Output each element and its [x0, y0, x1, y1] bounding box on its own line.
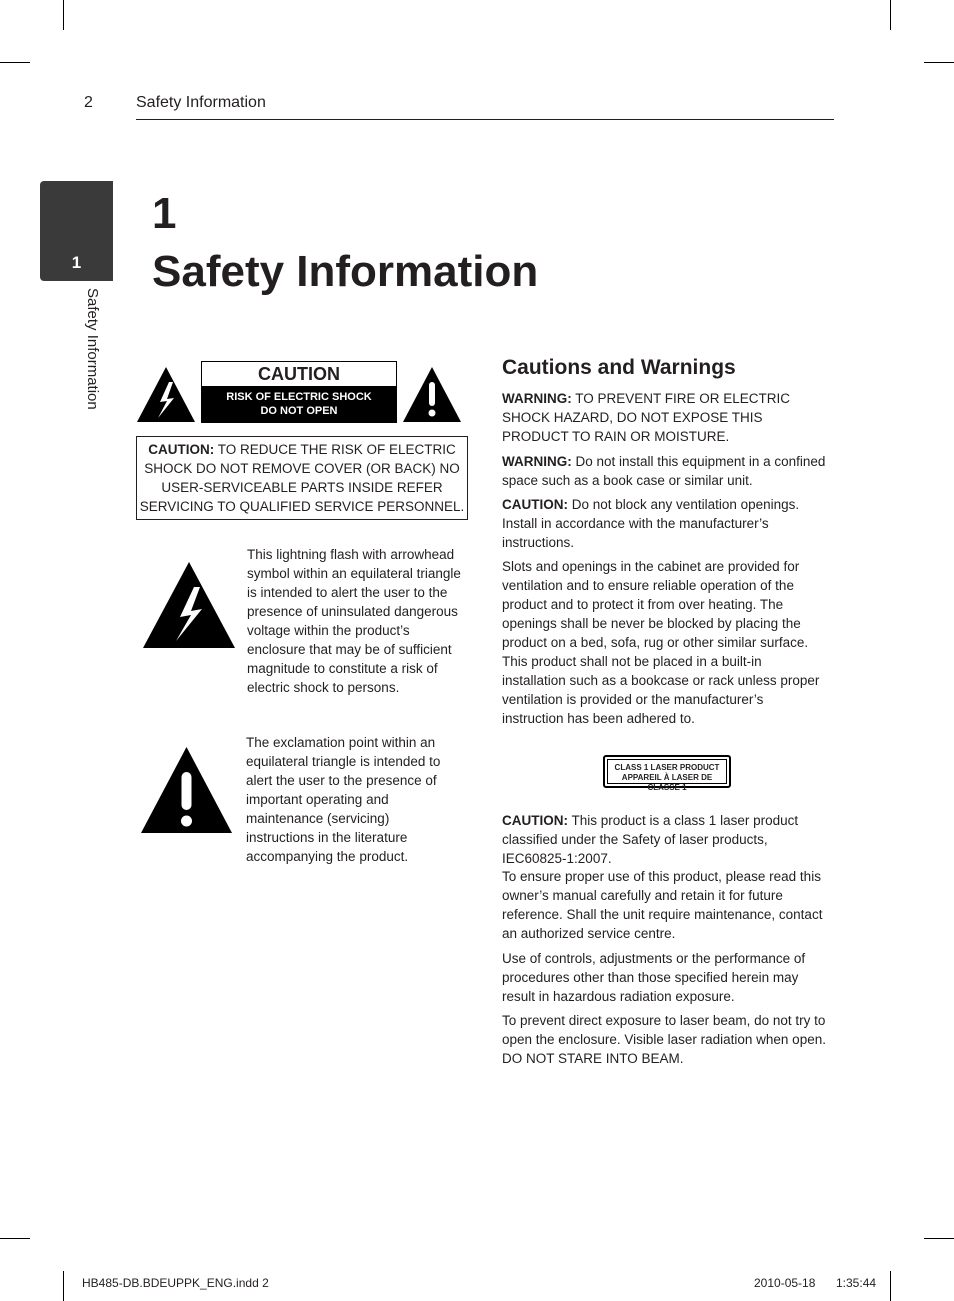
- caution-label: [201, 361, 397, 423]
- chapter-tab-number: 1: [71, 253, 82, 272]
- laser-class-label: [603, 755, 731, 792]
- footer-date: 2010-05-18: [754, 1276, 816, 1290]
- lightning-triangle-icon: [136, 366, 196, 423]
- crop-mark: [890, 1271, 891, 1301]
- header-rule: [136, 119, 834, 120]
- lightning-description: This lightning flash with arrowhead symbol within an equilateral triangle is intended to alert the user to the presence of uninsulated dangerous voltage within the product’s enclosure that may be of sufficient magnitude to constitute a risk of electric shock to persons.: [247, 547, 461, 695]
- exclamation-triangle-icon: [140, 746, 233, 834]
- caution-label-title: CAUTION: [258, 364, 340, 384]
- warning-lead: WARNING:: [502, 391, 572, 406]
- crop-mark: [63, 0, 64, 30]
- running-header: Safety Information: [136, 94, 266, 111]
- exclamation-triangle-icon: [402, 366, 462, 423]
- laser-exposure-paragraph: To prevent direct exposure to laser beam, do not try to open the enclosure. Visible laser radiation when open. DO NOT STARE INTO BEAM.: [502, 1013, 826, 1066]
- page-number: 2: [84, 94, 93, 111]
- warning-lead: WARNING:: [502, 454, 572, 469]
- caution-label-warning: [202, 386, 396, 422]
- caution-box-text: TO REDUCE THE RISK OF ELECTRIC SHOCK DO NOT REMOVE COVER (OR BACK) NO USER-SERVICEABLE PARTS INSIDE REFER SERVICING TO QUALIFIED SERVICE PERSONNEL.: [139, 442, 465, 514]
- footer-file: HB485-DB.BDEUPPK_ENG.indd 2: [82, 1276, 269, 1290]
- footer-time: 1:35:44: [836, 1276, 877, 1290]
- laser-class-label-inner: [607, 759, 727, 792]
- crop-mark: [924, 1238, 954, 1239]
- warning-text: Do not install this equipment in a confined space such as a book case or similar unit.: [502, 454, 826, 488]
- crop-mark: [0, 1238, 30, 1239]
- crop-mark: [890, 0, 891, 30]
- exclamation-description: The exclamation point within an equilateral triangle is intended to alert the user to the presence of important operating and maintenance (servicing) instructions in the literature accompanying the product.: [246, 735, 441, 864]
- chapter-title: Safety Information: [152, 247, 539, 296]
- caution-lead: CAUTION:: [502, 497, 568, 512]
- chapter-number: 1: [152, 189, 177, 238]
- caution-text: This product is a class 1 laser product classified under the Safety of laser products, IEC60825-1:2007.: [502, 813, 799, 866]
- crop-mark: [0, 62, 30, 63]
- laser-caution-paragraph: [502, 811, 828, 868]
- caution-lead: CAUTION:: [502, 813, 568, 828]
- lightning-triangle-icon: [142, 561, 236, 649]
- caution-box: [136, 436, 468, 520]
- warning-paragraph: [502, 452, 828, 490]
- section-heading: Cautions and Warnings: [502, 356, 736, 379]
- laser-label-line1: CLASS 1 LASER PRODUCT: [614, 763, 720, 772]
- laser-label-line2: APPAREIL À LASER DE CLASSE 1: [621, 773, 713, 792]
- warning-text: TO PREVENT FIRE OR ELECTRIC SHOCK HAZARD, DO NOT EXPOSE THIS PRODUCT TO RAIN OR MOISTURE.: [502, 391, 791, 444]
- caution-paragraph: [502, 495, 828, 552]
- caution-label-line1: RISK OF ELECTRIC SHOCK: [226, 391, 372, 403]
- ventilation-paragraph: Slots and openings in the cabinet are provided for ventilation and to ensure reliable operation of the product and to protect it from over heating. The openings shall be never be blocked by placing the product on a bed, sofa, rug or other similar surface. This product shall not be placed in a built-in installation such as a bookcase or rack unless proper ventilation is provided or the manufacturer’s instruction has been adhered to.: [502, 559, 820, 726]
- controls-paragraph: Use of controls, adjustments or the performance of procedures other than those specified herein may result in hazardous radiation exposure.: [502, 951, 806, 1004]
- crop-mark: [63, 1271, 64, 1301]
- caution-box-lead: CAUTION:: [148, 442, 215, 457]
- caution-label-line2: DO NOT OPEN: [260, 405, 338, 417]
- warning-paragraph: [502, 389, 828, 446]
- crop-mark: [924, 62, 954, 63]
- chapter-tab-label: Safety Information: [84, 288, 101, 410]
- maintenance-paragraph: To ensure proper use of this product, please read this owner’s manual carefully and retain it for future reference. Shall the unit require maintenance, contact an authorized service centre.: [502, 869, 823, 941]
- caution-text: Do not block any ventilation openings. Install in accordance with the manufacturer’s instructions.: [502, 497, 800, 550]
